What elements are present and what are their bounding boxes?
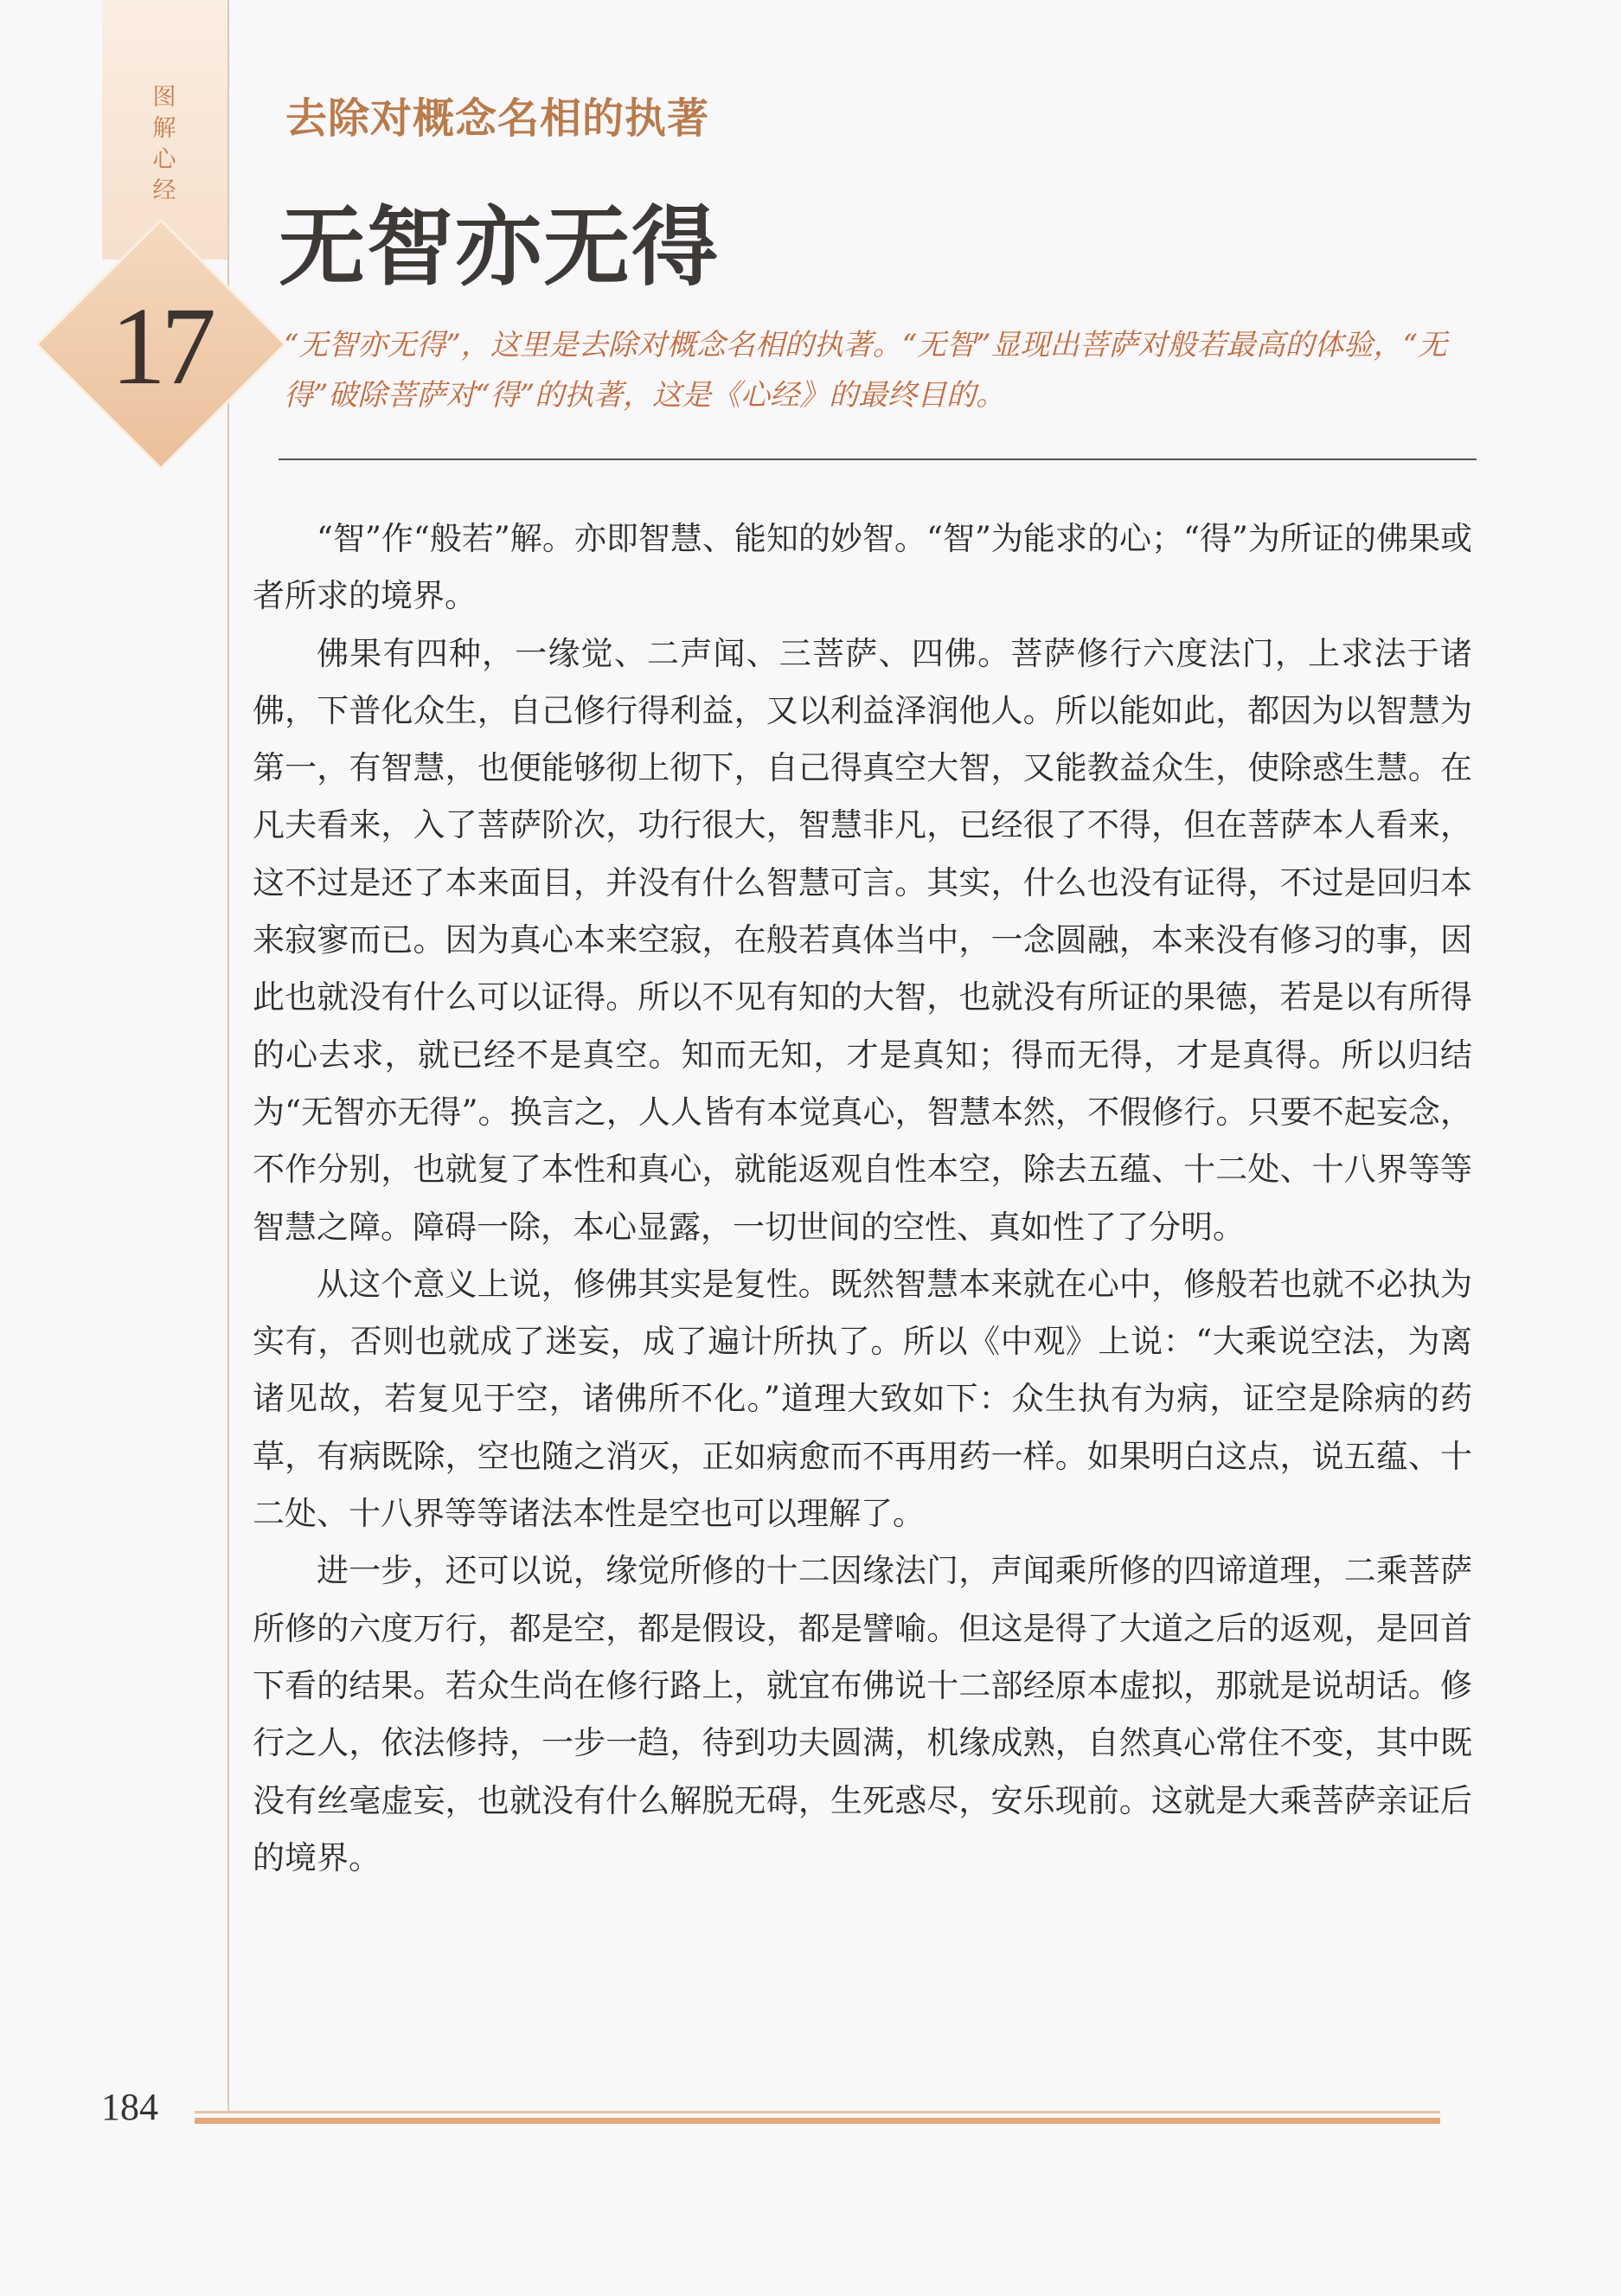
- section-subtitle: 去除对概念名相的执著: [285, 94, 710, 143]
- paragraph-3: 从这个意义上说，修佛其实是复性。既然智慧本来就在心中，修般若也就不必执为实有，否则也就成了迷妄，成了遍计所执了。所以《中观》上说：“大乘说空法，为离诸见故，若复见于空，诸佛所不化。”道理大致如下：众生执有为病，证空是除病的药草，有病既除，空也随之消灭，正如病愈而不再用药一样。如果明白这点，说五蕴、十二处、十八界等等诸法本性是空也可以理解了。: [253, 1265, 1472, 1533]
- paragraph-2: 佛果有四种，一缘觉、二声闻、三菩萨、四佛。菩萨修行六度法门，上求法于诸佛，下普化众生，自己修行得利益，又以利益泽润他人。所以能如此，都因为以智慧为第一，有智慧，也便能够彻上彻下，自己得真空大智，又能教益众生，使除惑生慧。在凡夫看来，入了菩萨阶次，功行很大，智慧非凡，已经很了不得，但在菩萨本人看来，这不过是还了本来面目，并没有什么智慧可言。其实，什么也没有证得，不过是回归本来寂寥而已。因为真心本来空寂，在般若真体当中，一念圆融，本来没有修习的事，因此也就没有什么可以证得。所以不见有知的大智，也就没有所证的果德，若是以有所得的心去求，就已经不是真空。知而无知，才是真知；得而无得，才是真得。所以归结为“无智亦无得”。换言之，人人皆有本觉真心，智慧本然，不假修行。只要不起妄念，不作分别，也就复了本性和真心，就能返观自性本空，除去五蕴、十二处、十八界等等智慧之障。障碍一除，本心显露，一切世间的空性、真如性了了分明。: [253, 634, 1472, 1246]
- chapter-number: 17: [111, 285, 211, 407]
- paragraph-4: 进一步，还可以说，缘觉所修的十二因缘法门，声闻乘所修的四谛道理，二乘菩萨所修的六度万行，都是空，都是假设，都是譬喻。但这是得了大道之后的返观，是回首下看的结果。若众生尚在修行路上，就宜布佛说十二部经原本虚拟，那就是说胡话。修行之人，依法修持，一步一趋，待到功夫圆满，机缘成熟，自然真心常住不变，其中既没有丝毫虚妄，也就没有什么解脱无碍，生死惑尽，安乐现前。这就是大乘菩萨亲证后的境界。: [253, 1552, 1472, 1876]
- footer-rule-thick: [195, 2118, 1440, 2124]
- side-label: 图解心经: [152, 84, 176, 204]
- page-number: 184: [101, 2086, 158, 2128]
- paragraph-1: “智”作“般若”解。亦即智慧、能知的妙智。“智”为能求的心；“得”为所证的佛果或者所求的境界。: [253, 520, 1472, 615]
- page-title: 无智亦无得: [279, 196, 720, 298]
- intro-summary: “无智亦无得”，这里是去除对概念名相的执著。“无智”显现出菩萨对般若最高的体验，“无得”破除菩萨对“得”的执著，这是《心经》的最终目的。: [284, 328, 1447, 413]
- footer-rule: [195, 2111, 1440, 2113]
- title-divider: [279, 459, 1477, 460]
- body-text: [253, 510, 1472, 1887]
